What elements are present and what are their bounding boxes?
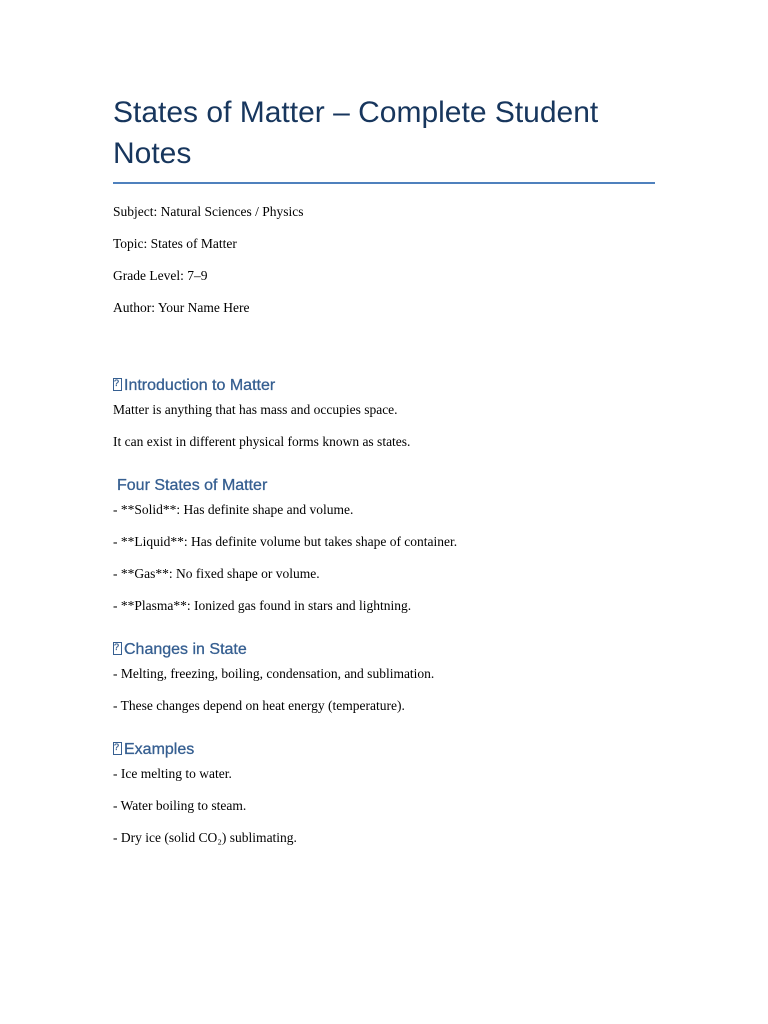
missing-glyph-icon xyxy=(113,742,122,755)
section-heading-label: Introduction to Matter xyxy=(124,377,276,394)
section-heading-label: Four States of Matter xyxy=(117,477,268,494)
list-item: - Dry ice (solid CO₂) sublimating. xyxy=(113,830,297,845)
section-four-states xyxy=(113,476,655,614)
list-item: - Water boiling to steam. xyxy=(113,798,247,813)
meta-author: Author: Your Name Here xyxy=(113,300,250,315)
document-page xyxy=(113,92,655,862)
section-heading-examples xyxy=(113,740,655,760)
document-title: States of Matter – Complete Student Notes xyxy=(113,92,655,184)
section-body xyxy=(113,766,655,846)
section-heading-four-states xyxy=(113,476,655,496)
list-item: - Ice melting to water. xyxy=(113,766,232,781)
document-meta xyxy=(113,204,655,316)
list-item: - **Plasma**: Ionized gas found in stars and lightning. xyxy=(113,598,412,613)
paragraph: Matter is anything that has mass and occupies space. xyxy=(113,402,398,417)
missing-glyph-icon xyxy=(113,642,122,655)
list-item: - **Solid**: Has definite shape and volume. xyxy=(113,502,354,517)
section-body xyxy=(113,402,655,450)
list-item: - **Gas**: No fixed shape or volume. xyxy=(113,566,320,581)
meta-grade-level: Grade Level: 7–9 xyxy=(113,268,208,283)
section-heading-changes-in-state xyxy=(113,640,655,660)
list-item: - These changes depend on heat energy (temperature). xyxy=(113,698,405,713)
list-item: - **Liquid**: Has definite volume but takes shape of container. xyxy=(113,534,458,549)
missing-glyph-icon xyxy=(113,378,122,391)
meta-topic: Topic: States of Matter xyxy=(113,236,237,251)
paragraph: It can exist in different physical forms known as states. xyxy=(113,434,411,449)
meta-subject: Subject: Natural Sciences / Physics xyxy=(113,204,304,219)
section-heading-introduction xyxy=(113,376,655,396)
section-body xyxy=(113,502,655,614)
section-examples xyxy=(113,740,655,846)
section-changes-in-state xyxy=(113,640,655,714)
section-body xyxy=(113,666,655,714)
section-heading-label: Examples xyxy=(124,741,195,758)
section-introduction xyxy=(113,376,655,450)
list-item: - Melting, freezing, boiling, condensation, and sublimation. xyxy=(113,666,435,681)
section-heading-label: Changes in State xyxy=(124,641,247,658)
